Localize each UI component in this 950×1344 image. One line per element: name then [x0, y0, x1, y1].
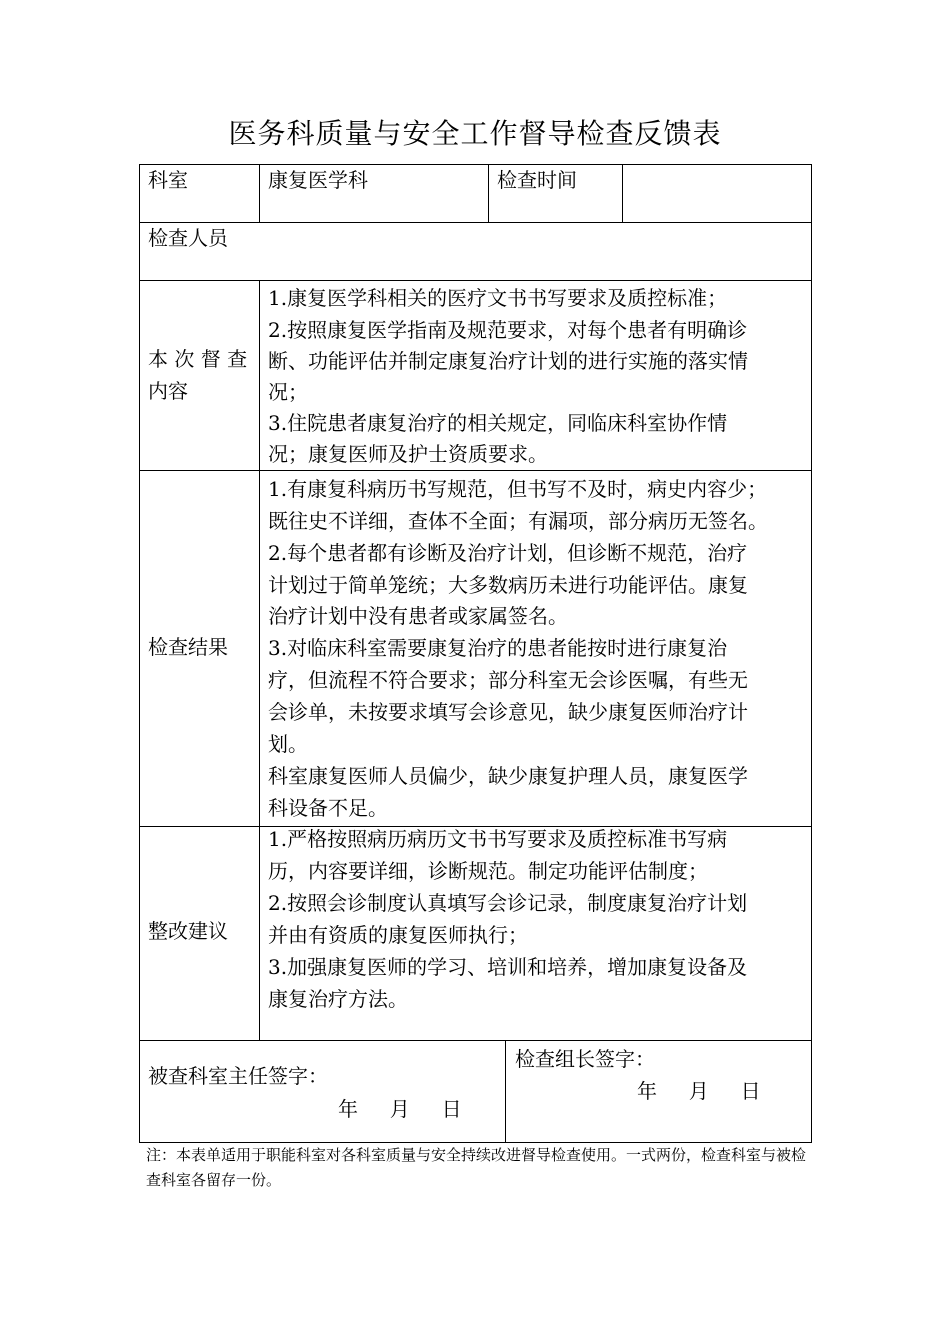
result-label: 检查结果 [148, 635, 228, 659]
suggest-line: 历，内容要详细，诊断规范。制定功能评估制度； [268, 859, 708, 883]
content-line: 2.按照康复医学指南及规范要求，对每个患者有明确诊 [268, 318, 748, 342]
suggest-line: 1.严格按照病历病历文书书写要求及质控标准书写病 [268, 827, 728, 851]
suggest-line: 康复治疗方法。 [268, 987, 408, 1011]
content-line: 况；康复医师及护士资质要求。 [268, 442, 548, 466]
result-line: 治疗计划中没有患者或家属签名。 [268, 604, 568, 628]
content-line: 况； [268, 380, 308, 404]
result-line: 1.有康复科病历书写规范，但书写不及时，病史内容少； [268, 477, 768, 501]
dept-head-signature-label: 被查科室主任签字： [148, 1064, 328, 1088]
inspector-label: 检查人员 [148, 226, 228, 250]
footnote: 注：本表单适用于职能科室对各科室质量与安全持续改进督导检查使用。一式两份，检查科室与被检查科室各留存一份。 [146, 1146, 807, 1189]
result-line: 2.每个患者都有诊断及治疗计划，但诊断不规范，治疗 [268, 541, 748, 565]
content-line: 1.康复医学科相关的医疗文书书写要求及质控标准； [268, 286, 728, 310]
result-line: 科室康复医师人员偏少，缺少康复护理人员，康复医学 [268, 764, 748, 788]
dept-value[interactable]: 康复医学科 [268, 168, 368, 192]
result-line: 科设备不足。 [268, 796, 388, 820]
team-leader-signature-date[interactable]: 年 月 日 [637, 1079, 761, 1103]
result-line: 3.对临床科室需要康复治疗的患者能按时进行康复治 [268, 636, 728, 660]
team-leader-signature-label: 检查组长签字： [515, 1047, 655, 1071]
dept-label: 科室 [148, 168, 188, 192]
suggest-line: 3.加强康复医师的学习、培训和培养，增加康复设备及 [268, 955, 748, 979]
result-line: 疗，但流程不符合要求；部分科室无会诊医嘱，有些无 [268, 668, 748, 692]
result-line: 既往史不详细，查体不全面；有漏项，部分病历无签名。 [268, 509, 768, 533]
content-line: 3.住院患者康复治疗的相关规定，同临床科室协作情 [268, 411, 728, 435]
result-line: 计划过于简单笼统；大多数病历未进行功能评估。康复 [268, 573, 748, 597]
suggest-label: 整改建议 [148, 919, 228, 943]
suggest-line: 2.按照会诊制度认真填写会诊记录，制度康复治疗计划 [268, 891, 748, 915]
result-line: 会诊单，未按要求填写会诊意见，缺少康复医师治疗计 [268, 700, 748, 724]
suggest-line: 并由有资质的康复医师执行； [268, 923, 528, 947]
content-label-line2: 内容 [148, 379, 188, 403]
content-label-line1: 本 次 督 查 [148, 347, 248, 371]
dept-head-signature-date[interactable]: 年 月 日 [338, 1097, 462, 1121]
inspection-time-label: 检查时间 [497, 168, 577, 192]
form-title: 医务科质量与安全工作督导检查反馈表 [228, 117, 722, 150]
content-line: 断、功能评估并制定康复治疗计划的进行实施的落实情 [268, 349, 748, 373]
result-line: 划。 [268, 732, 308, 756]
